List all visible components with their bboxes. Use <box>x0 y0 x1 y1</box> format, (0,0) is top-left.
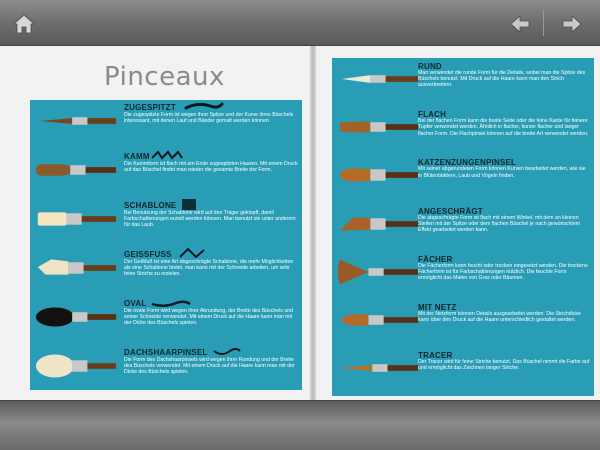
brush-name: RUND <box>418 62 442 71</box>
brush-item <box>332 251 594 299</box>
left-page <box>0 46 310 400</box>
brush-illustration <box>336 209 420 239</box>
brush-illustration <box>336 353 420 383</box>
brush-name: KAMM <box>124 152 150 161</box>
brush-item <box>332 299 594 347</box>
brush-description: Der Tracer wird für feine Striche benutzt. Das Büschel nimmt die Farbe auf und ermöglicht das Zeichnen langer Striche. <box>418 359 590 372</box>
brush-name: GEISSFUSS <box>124 250 172 259</box>
arrow-right-icon <box>560 13 584 35</box>
next-page-button[interactable] <box>560 13 584 35</box>
brush-item <box>30 198 302 247</box>
brush-illustration <box>34 155 118 185</box>
brush-description: Die ovale Form wird wegen ihrer Abrundung, der Breite des Büschels und seiner Schneide verwendet. Mit einem Druck auf die Haare kann man mit der Dicke des Büschels spielen. <box>124 308 293 327</box>
brush-illustration <box>336 257 420 287</box>
brush-name: FÄCHER <box>418 254 453 264</box>
brush-description: Mit der Netzform können Details ausgearbeitet werden. Die Strichdicke kann über den Druck auf die Haare unterschiedlich gestaltet werden. <box>418 311 581 324</box>
brush-illustration <box>34 253 118 283</box>
brush-item <box>332 347 594 395</box>
top-toolbar <box>0 0 600 46</box>
brush-name: ANGESCHRÄGT <box>418 206 483 216</box>
brush-name: OVAL <box>124 299 147 308</box>
brush-description: Bei Benutzung der Schablone wird auf den Träger geklopft, damit Farbschattierungen erzielt werden können. Man benutzt sie unter anderem für das Laub. <box>124 210 296 229</box>
brush-name: MIT NETZ <box>418 303 457 312</box>
brush-description: Bei der flachen Form kann die breite Seite oder die feine Kante für feinere Tupfer verwendet werden. Ähnlich in flacher, kurzer flacher und langer flacher Form. Die Flachpinsel können auf die breite Art verwendet werden. <box>418 118 589 137</box>
brush-description: Man verwendet die runde Form für die Details, wobei man die Spitze des Büschels benutzt. Mit Druck auf die Haare kann man den Strich ausverbreitern. <box>418 70 586 89</box>
brush-item <box>332 106 594 154</box>
home-button[interactable] <box>12 13 36 35</box>
page-title: Pinceaux <box>104 62 225 92</box>
brush-illustration <box>34 106 118 136</box>
brush-item <box>332 203 594 251</box>
brush-illustration <box>34 204 118 234</box>
brush-illustration <box>34 302 118 332</box>
brush-illustration <box>336 64 420 94</box>
brush-name: DACHSHAARPINSEL <box>124 348 208 357</box>
brush-panel-right <box>332 58 594 396</box>
right-page <box>316 46 600 400</box>
brush-illustration <box>336 112 420 142</box>
brush-item <box>332 58 594 106</box>
brush-description: Die zugespitzte Form ist wegen ihrer Spitze und der Kurve ihres Büschels interessant, mit denen Lauf und Bänder gemalt werden können. <box>124 112 294 125</box>
brush-item <box>30 100 302 149</box>
brush-description: Die abgeschrägte Form ist flach mit einem Winkel, mit dem an kleinen Stellen mit der Spitze oder dem flachen Büschel je nach gewünschtem Effekt gearbeitet werden kann. <box>418 214 581 233</box>
brush-name: FLACH <box>418 110 447 120</box>
brush-panel-left <box>30 100 302 390</box>
brush-illustration <box>336 160 420 190</box>
brush-name: ZUGESPITZT <box>124 103 176 112</box>
brush-illustration <box>34 351 118 381</box>
brush-name: TRACER <box>418 351 453 361</box>
toolbar-divider <box>543 10 544 36</box>
bottom-toolbar <box>0 400 600 450</box>
brush-item <box>30 345 302 394</box>
brush-description: Die Form des Dachshaarpinsels wird wegen ihrer Rundung und der Breite des Büschels verwendet. Mit einem Druck auf die Haare kann man mit der Dicke des Büschels spielen. <box>124 357 295 376</box>
brush-item <box>30 296 302 345</box>
brush-name: SCHABLONE <box>124 201 177 210</box>
brush-name: KATZENZUNGENPINSEL <box>418 158 517 168</box>
brush-description: Die Kammform ist flach mit am Ende zugespitzten Haaren. Mit einem Druck auf das Büschel findet man wieder die gesamte Breite der Form. <box>124 161 298 174</box>
brush-item <box>30 247 302 296</box>
brush-item <box>30 149 302 198</box>
brush-description: Der Geißfuß ist eine Art abgeschrägte Schablone, die mehr Möglichkeiten als eine Schablone bietet, man kann mit der Schneide arbeiten, um sehr feine Striche zu erzielen. <box>124 259 294 278</box>
previous-page-button[interactable] <box>508 13 532 35</box>
brush-description: Die Fächerform kann feucht oder trocken eingesetzt werden. Die trockene Fächerform ist für Farbschattierungen nützlich. Die feuchte Form ermöglicht das Malen von Gras oder Bäumen. <box>418 262 588 282</box>
brush-item <box>332 154 594 202</box>
home-icon <box>12 13 36 35</box>
brush-illustration <box>336 305 420 335</box>
brush-description: Mit seiner abgerundeten Form können Kurven bearbeitet werden, wie sie in Blütenblättern, Laub und Vögeln finden. <box>418 166 586 179</box>
arrow-left-icon <box>508 13 532 35</box>
